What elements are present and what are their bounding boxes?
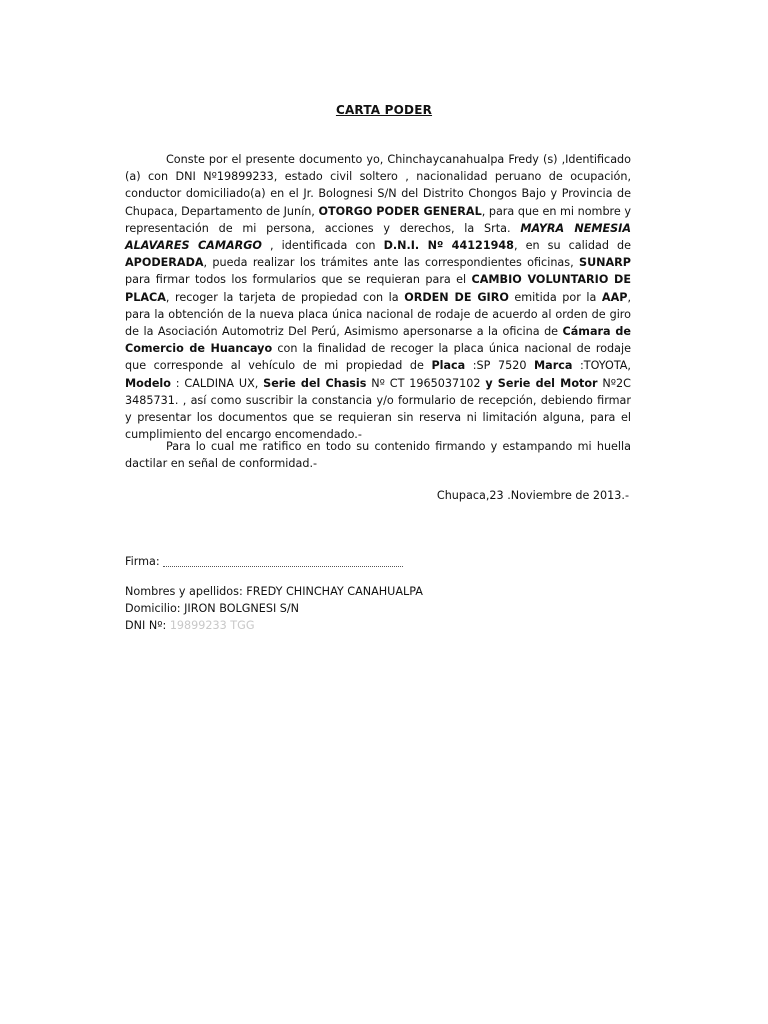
domicilio-line <box>125 600 299 617</box>
signature-line <box>125 553 403 570</box>
domicilio-label: Domicilio: <box>125 602 181 615</box>
nombres-label: Nombres y apellidos: <box>125 585 243 598</box>
bold-text: SUNARP <box>579 256 631 270</box>
bold-text: Serie del Chasis <box>263 376 367 390</box>
paragraph-text: , identificada con <box>261 239 384 253</box>
bold-text: AAP <box>601 290 628 304</box>
bold-text: OTORGO PODER GENERAL <box>318 204 482 218</box>
paragraph-text: emitida por la <box>508 290 602 304</box>
bold-text: APODERADA <box>125 256 204 270</box>
dni-value: 19899233 TGG <box>169 619 255 632</box>
paragraph-text: , en su calidad de <box>513 239 631 253</box>
apoderada-name: MAYRA NEMESIA ALAVARES CAMARGO <box>125 221 631 253</box>
date-line: Chupaca,23 .Noviembre de 2013.- <box>436 489 629 502</box>
signature-dotted-line <box>163 558 403 567</box>
bold-text: Placa <box>431 359 466 373</box>
paragraph-text: : CALDINA UX, <box>170 376 264 390</box>
bold-text: y Serie del Motor <box>485 376 598 390</box>
dni-line <box>125 617 254 634</box>
bold-text: ORDEN DE GIRO <box>404 290 509 304</box>
paragraph-text: Conste por el presente documento yo, Chinchaycanahualpa Fredy (s) ,Identificado (a) con DNI Nº19899233, estado civil soltero , nacionalidad peruano de ocupación, conductor domiciliado(a) en el Jr. Bolognesi S/N del Distrito Chongos Bajo y Provincia de Chupaca, Departamento de Junín, <box>125 153 631 218</box>
nombres-line <box>125 583 423 600</box>
paragraph-text: Nº CT 1965037102 <box>366 376 486 390</box>
dni-label: DNI Nº: <box>125 619 167 632</box>
ratification-paragraph: Para lo cual me ratifico en todo su contenido firmando y estampando mi huella dactilar en señal de conformidad.- <box>125 440 631 471</box>
paragraph-text: , para que en mi nombre y representación de mi persona, acciones y derechos, la Srta. <box>125 204 631 235</box>
paragraph-text: , para la obtención de la nueva placa única nacional de rodaje de acuerdo al orden de giro de la Asociación Automotriz Del Perú, Asimismo apersonarse a la oficina de <box>125 290 631 339</box>
bold-text: Modelo <box>125 376 171 390</box>
paragraph-text: Nº2C 3485731. , así como suscribir la constancia y/o formulario de recepción, debiendo firmar y presentar los documentos que se requieran sin reserva ni limitación alguna, para el cumplimiento del encargo encomendado.- <box>125 376 631 442</box>
bold-text: Cámara de Comercio de Huancayo <box>125 325 631 356</box>
paragraph-text: con la finalidad de recoger la placa única nacional de rodaje que corresponde al vehículo de mi propiedad de <box>125 342 631 373</box>
paragraph-text: :SP 7520 <box>465 359 535 373</box>
paragraph-text: , recoger la tarjeta de propiedad con la <box>165 290 405 304</box>
document-title: CARTA PODER <box>335 103 433 117</box>
domicilio-value: JIRON BOLGNESI S/N <box>184 602 300 615</box>
paragraph-text: , pueda realizar los trámites ante las correspondientes oficinas, <box>203 256 580 270</box>
paragraph-text: :TOYOTA, <box>572 359 631 373</box>
dni-bold: D.N.I. Nº 44121948 <box>383 239 514 253</box>
nombres-value: FREDY CHINCHAY CANAHUALPA <box>246 585 423 598</box>
main-paragraph <box>125 151 631 443</box>
firma-label: Firma: <box>125 555 160 568</box>
paragraph-text: para firmar todos los formularios que se requieran para el <box>125 273 472 287</box>
bold-text: Marca <box>534 359 573 373</box>
bold-text: CAMBIO VOLUNTARIO DE PLACA <box>125 273 631 304</box>
